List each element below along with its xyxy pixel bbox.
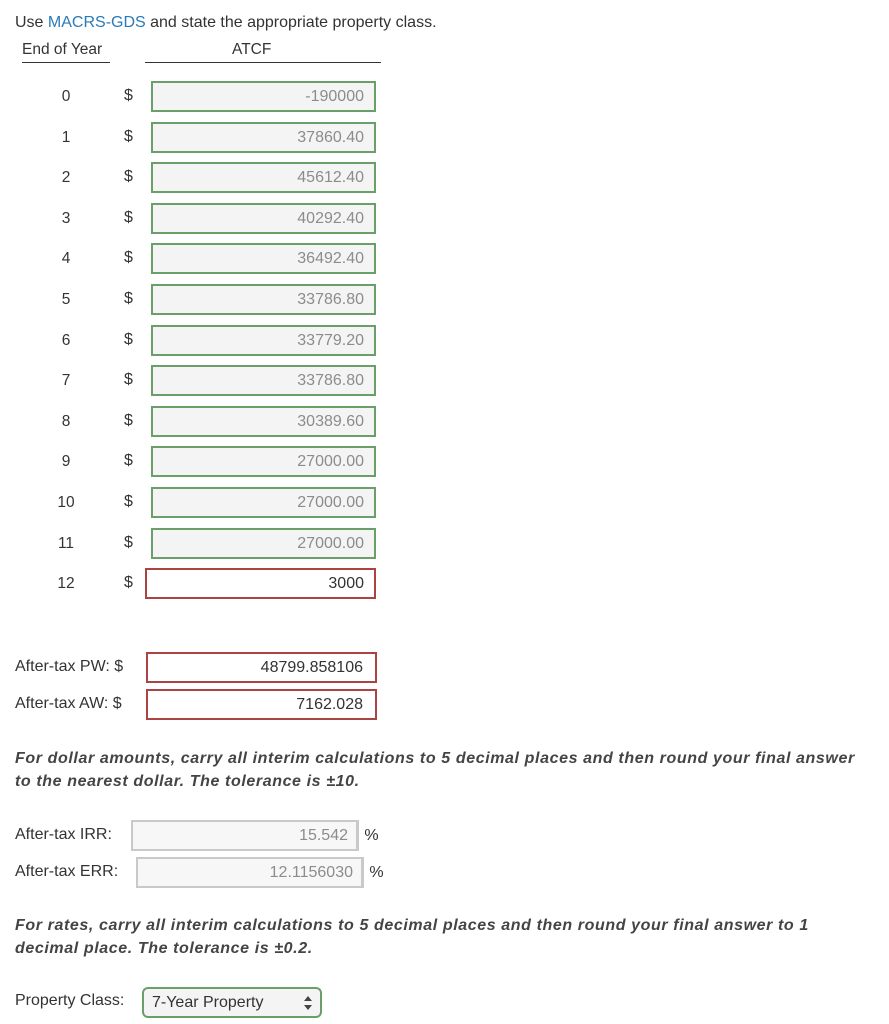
row-currency-symbol: $ <box>124 493 133 510</box>
after-tax-err-row <box>0 857 420 889</box>
atcf-row <box>0 122 400 154</box>
row-currency-symbol: $ <box>124 411 133 429</box>
atcf-row <box>0 406 400 438</box>
instructions-prefix: Use <box>15 14 48 31</box>
row-year: 10 <box>57 494 75 511</box>
row-year: 11 <box>57 534 75 552</box>
atcf-input[interactable]: 27000.00 <box>151 446 376 477</box>
atcf-input[interactable]: 45612.40 <box>151 162 376 193</box>
year-header-rule <box>22 62 110 63</box>
atcf-row <box>0 243 400 275</box>
row-currency-symbol: $ <box>124 533 133 551</box>
atcf-input[interactable]: -190000 <box>151 81 376 112</box>
row-year: 3 <box>61 209 71 227</box>
atcf-row <box>0 528 400 560</box>
atcf-row <box>0 487 400 519</box>
macrs-gds-link[interactable]: MACRS-GDS <box>47 14 146 31</box>
row-currency-symbol: $ <box>124 330 133 348</box>
atcf-input[interactable]: 30389.60 <box>151 406 376 437</box>
atcf-row <box>0 325 400 357</box>
atcf-row <box>0 203 400 235</box>
atcf-input[interactable]: 3000 <box>145 568 376 599</box>
dollar-rounding-note: For dollar amounts, carry all interim calculations to 5 decimal places and then round your final answer to the nearest dollar. The tolerance is ±10. <box>15 750 855 790</box>
row-currency-symbol: $ <box>124 208 133 226</box>
row-year: 4 <box>61 250 71 268</box>
after-tax-aw-row <box>0 689 400 721</box>
atcf-row <box>0 446 400 478</box>
atcf-row <box>0 162 400 194</box>
atcf-header-rule <box>145 62 381 63</box>
after-tax-err-input[interactable]: 12.1156030 <box>136 857 363 888</box>
row-year: 5 <box>61 291 71 308</box>
after-tax-irr-label: After-tax IRR: <box>15 826 112 843</box>
atcf-row <box>0 81 400 113</box>
property-class-selected-value: 7-Year Property <box>152 994 264 1011</box>
row-year: 1 <box>61 128 71 146</box>
atcf-input[interactable]: 40292.40 <box>151 203 376 234</box>
atcf-row <box>0 284 400 316</box>
atcf-input[interactable]: 33786.80 <box>151 284 376 315</box>
row-year: 2 <box>61 169 71 187</box>
row-year: 9 <box>61 453 71 471</box>
atcf-input[interactable]: 37860.40 <box>151 122 376 153</box>
row-currency-symbol: $ <box>124 168 133 186</box>
instructions-suffix: and state the appropriate property class. <box>145 14 437 31</box>
rate-rounding-note: For rates, carry all interim calculations to 5 decimal places and then round your final answer to 1 decimal place. The tolerance is ±0.2. <box>15 917 809 957</box>
row-currency-symbol: $ <box>124 87 133 104</box>
atcf-input[interactable]: 27000.00 <box>151 528 376 559</box>
select-updown-arrows-icon <box>304 996 312 1010</box>
row-year: 7 <box>61 372 71 390</box>
atcf-input[interactable]: 27000.00 <box>151 487 376 518</box>
atcf-input[interactable]: 33786.80 <box>151 365 376 396</box>
after-tax-pw-input[interactable]: 48799.858106 <box>146 652 377 683</box>
row-year: 8 <box>61 412 71 430</box>
after-tax-pw-row <box>0 652 400 684</box>
row-currency-symbol: $ <box>124 290 133 307</box>
atcf-input[interactable]: 36492.40 <box>151 243 376 274</box>
after-tax-pw-label: After-tax PW: $ <box>15 658 124 675</box>
instructions <box>15 14 437 32</box>
column-header-year: End of Year <box>22 41 103 58</box>
irr-percent-unit: % <box>358 820 384 851</box>
after-tax-irr-row <box>0 820 420 852</box>
after-tax-err-label: After-tax ERR: <box>15 863 119 880</box>
atcf-row <box>0 365 400 397</box>
after-tax-irr-input[interactable]: 15.542 <box>131 820 358 851</box>
row-year: 6 <box>61 331 71 349</box>
row-currency-symbol: $ <box>124 452 133 470</box>
atcf-input[interactable]: 33779.20 <box>151 325 376 356</box>
property-class-select[interactable] <box>142 987 322 1018</box>
after-tax-aw-label: After-tax AW: $ <box>15 695 122 712</box>
atcf-row <box>0 568 400 600</box>
after-tax-aw-input[interactable]: 7162.028 <box>146 689 377 720</box>
row-year: 12 <box>57 575 75 593</box>
column-header-atcf: ATCF <box>232 41 272 58</box>
err-percent-unit: % <box>363 857 389 888</box>
row-year: 0 <box>61 88 71 105</box>
row-currency-symbol: $ <box>124 249 133 267</box>
property-class-label: Property Class: <box>15 992 125 1009</box>
row-currency-symbol: $ <box>124 574 133 592</box>
row-currency-symbol: $ <box>124 127 133 145</box>
row-currency-symbol: $ <box>124 371 133 389</box>
